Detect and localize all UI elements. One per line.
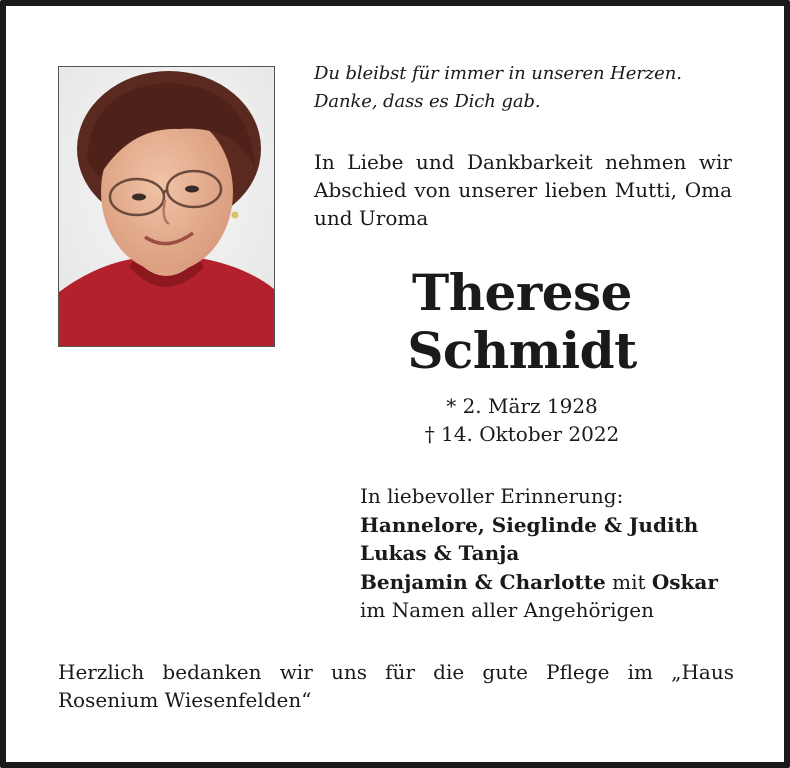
portrait-photo — [58, 66, 275, 347]
birth-date: * 2. März 1928 — [446, 394, 598, 418]
death-date: † 14. Oktober 2022 — [424, 422, 620, 446]
last-name: Schmidt — [407, 321, 637, 380]
first-name: Therese — [412, 263, 632, 322]
family-line-1: Hannelore, Sieglinde & Judith — [360, 512, 699, 537]
family-heading: In liebevoller Erinnerung: — [360, 484, 624, 508]
family-signature — [360, 482, 740, 625]
life-dates — [314, 392, 730, 448]
thanks-text: Herzlich bedanken wir uns für die gute Pflege im „Haus Rosenium Wiesenfelden“ — [58, 660, 734, 712]
family-line-3-names: Benjamin & Charlotte — [360, 569, 606, 594]
family-line-4: im Namen aller Angehörigen — [360, 598, 655, 622]
quote-line-1: Du bleibst für immer in unseren Herzen. — [314, 63, 682, 84]
quote-line-2: Danke, dass es Dich gab. — [314, 91, 541, 112]
intro-text: In Liebe und Dankbarkeit nehmen wir Abschied von unserer lieben Mutti, Oma und Uroma — [314, 150, 732, 230]
family-line-3-connector: mit — [605, 569, 652, 594]
family-line-2: Lukas & Tanja — [360, 541, 520, 565]
quote — [314, 60, 734, 116]
deceased-name — [314, 264, 730, 380]
family-line-3-child: Oskar — [651, 569, 718, 594]
